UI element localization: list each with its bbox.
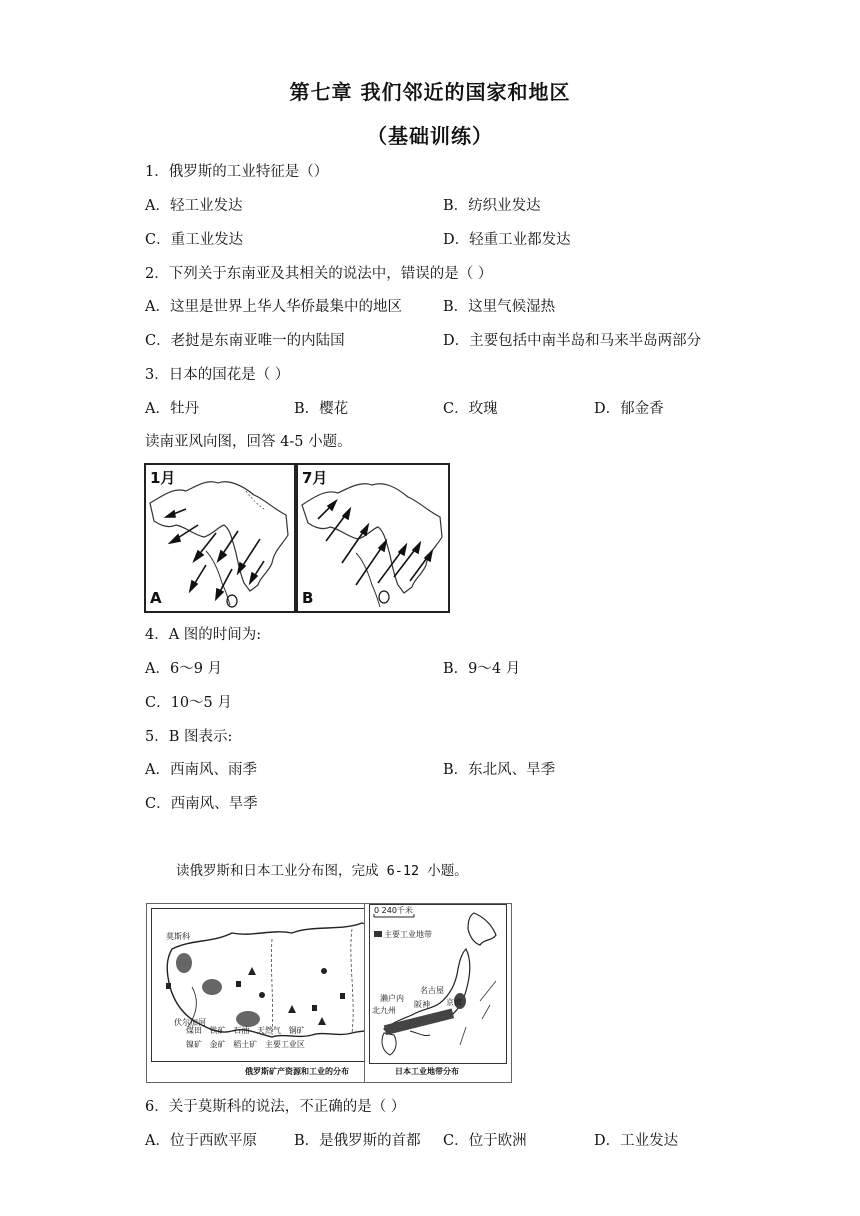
intro-4-5: 读南亚风向图，回答 4-5 小题。: [145, 434, 352, 450]
question-6-option-a: A．位于西欧平原: [145, 1133, 257, 1149]
legend-industrial-zone: 主要工业区: [264, 1040, 305, 1049]
legend-coal-field: 煤田: [186, 1026, 202, 1035]
question-3-option-d: D．郁金香: [594, 401, 664, 417]
legend-iron-ore: 铁矿: [209, 1026, 226, 1035]
question-1-stem: 1．俄罗斯的工业特征是（）: [145, 164, 329, 180]
question-5-option-a: A．西南风、雨季: [145, 762, 257, 778]
monsoon-map-b: [296, 463, 450, 613]
map-tag-a: A: [150, 589, 162, 607]
page-title: 第七章 我们邻近的国家和地区: [289, 80, 571, 104]
question-3-option-a: A．牡丹: [145, 401, 199, 417]
question-2-option-c: C．老挝是东南亚唯一的内陆国: [145, 333, 345, 349]
legend-natural-gas: 天然气: [256, 1026, 281, 1035]
question-1-option-d: D．轻重工业都发达: [443, 232, 571, 248]
question-5-stem: 5．B 图表示:: [145, 729, 233, 745]
label-keihin: 京滨: [446, 998, 462, 1007]
legend-other-mine: 稻土矿: [233, 1040, 258, 1049]
question-6-option-b: B．是俄罗斯的首都: [294, 1133, 421, 1149]
japan-map-legend: 主要工业地带: [384, 930, 432, 939]
legend-row-1: [186, 1025, 305, 1036]
question-5-option-c: C．西南风、旱季: [145, 796, 258, 812]
japan-map-caption: 日本工业地带分布: [395, 1067, 459, 1076]
question-5-option-b: B．东北风、旱季: [443, 762, 556, 778]
question-4-option-c: C．10～5 月: [145, 695, 232, 711]
question-3-option-b: B．樱花: [294, 401, 349, 417]
japan-map-frame: [369, 904, 507, 1064]
question-6-stem: 6．关于莫斯科的说法，不正确的是（ ）: [145, 1099, 406, 1115]
label-moscow: 莫斯科: [166, 932, 190, 941]
question-2-option-d: D．主要包括中南半岛和马来半岛两部分: [443, 333, 702, 349]
legend-oil: 石油: [233, 1026, 250, 1035]
month-label-july: 7月: [302, 469, 328, 487]
question-2-stem: 2．下列关于东南亚及其相关的说法中，错误的是（ ）: [145, 266, 493, 282]
legend-copper: 铜矿: [288, 1026, 305, 1035]
intro-6-12: 读俄罗斯和日本工业分布图，完成 6-12 小题。: [176, 863, 468, 879]
legend-nickel: 镍矿: [186, 1040, 202, 1049]
question-3-option-c: C．玫瑰: [443, 401, 498, 417]
label-kitakyushu: 北九州: [372, 1006, 396, 1015]
label-volga-river: 伏尔加河: [174, 1018, 206, 1027]
question-4-option-b: B．9～4 月: [443, 661, 521, 677]
question-6-option-c: C．位于欧洲: [443, 1133, 527, 1149]
month-label-january: 1月: [150, 469, 176, 487]
label-hanshin: 阪神: [414, 1000, 430, 1009]
question-2-option-a: A．这里是世界上华人华侨最集中的地区: [145, 299, 402, 315]
question-4-option-a: A．6～9 月: [145, 661, 223, 677]
japan-industry-map: [364, 903, 512, 1083]
question-1-option-c: C．重工业发达: [145, 232, 244, 248]
label-setouchi: 濑户内: [380, 994, 404, 1003]
legend-row-2: [186, 1039, 305, 1050]
label-nagoya: 名古屋: [420, 986, 444, 995]
question-1-option-a: A．轻工业发达: [145, 198, 243, 214]
question-3-stem: 3．日本的国花是（ ）: [145, 367, 290, 383]
question-4-stem: 4．A 图的时间为:: [145, 627, 262, 643]
map-tag-b: B: [302, 589, 314, 607]
question-1-option-b: B．纺织业发达: [443, 198, 541, 214]
legend-gold: 金矿: [209, 1040, 226, 1049]
japan-map-scale: 0 240千米: [374, 906, 413, 915]
monsoon-map-a: [144, 463, 296, 613]
page-subtitle: （基础训练）: [367, 124, 493, 148]
question-6-option-d: D．工业发达: [594, 1133, 679, 1149]
question-2-option-b: B．这里气候湿热: [443, 299, 556, 315]
russia-map-caption: 俄罗斯矿产资源和工业的分布: [245, 1067, 349, 1076]
